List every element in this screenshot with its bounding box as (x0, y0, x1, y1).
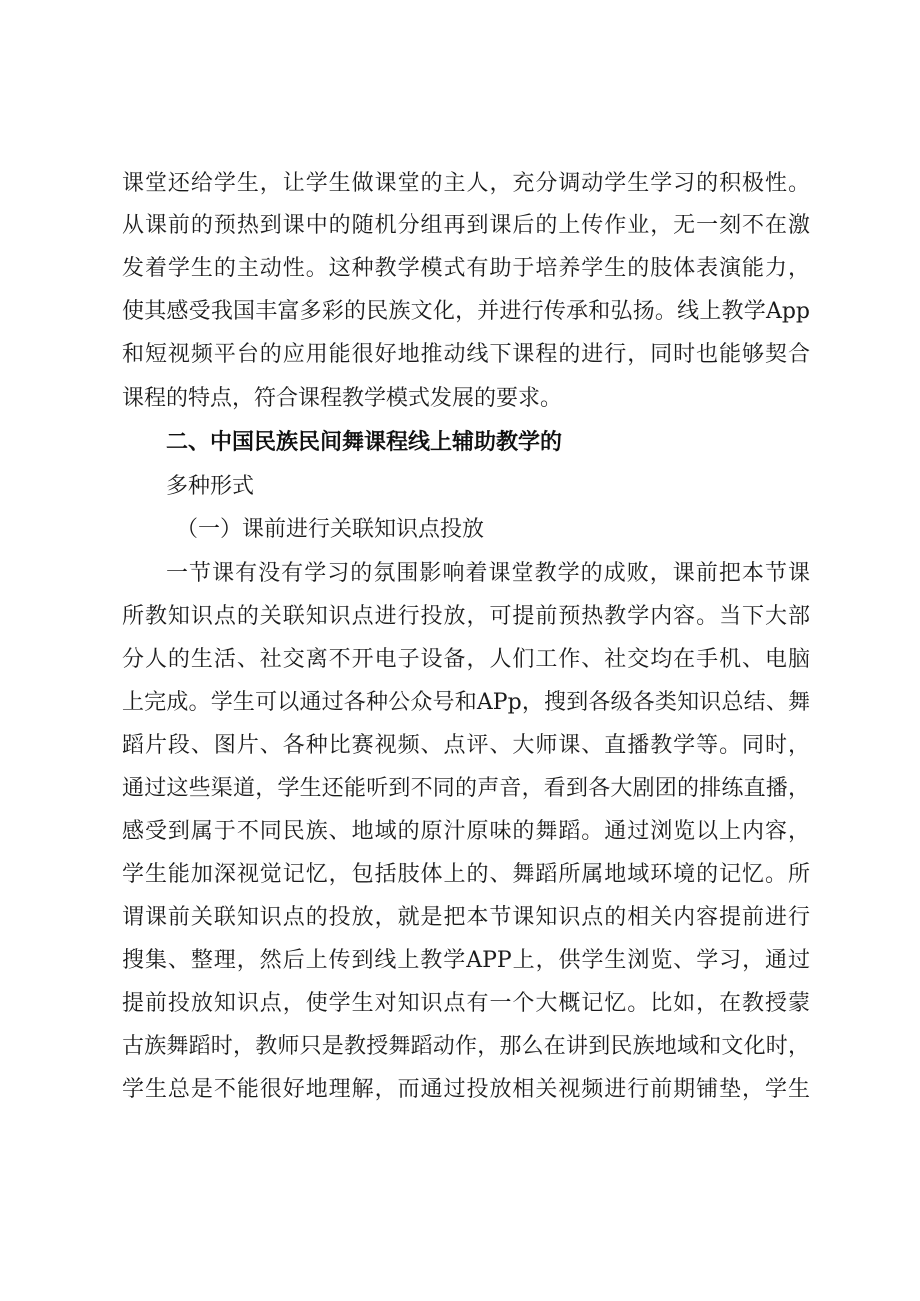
paragraph-1-line-1: 课堂还给学生，让学生做课堂的主人，充分调动学生学习的积极性。 (122, 171, 810, 196)
paragraph-2-line-2: 所教知识点的关联知识点进行投放，可提前预热教学内容。当下大部 (122, 604, 810, 629)
paragraph-2-line-12: 古族舞蹈时，教师只是教授舞蹈动作，那么在讲到民族地域和文化时， (122, 1034, 810, 1059)
paragraph-2-line-13: 学生总是不能很好地理解，而通过投放相关视频进行前期铺垫，学生 (122, 1077, 810, 1102)
paragraph-1-line-4: 使其感受我国丰富多彩的民族文化，并进行传承和弘扬。线上教学App (122, 299, 810, 324)
paragraph-2-line-9: 谓课前关联知识点的投放，就是把本节课知识点的相关内容提前进行 (122, 905, 810, 930)
section-heading: 二、中国民族民间舞课程线上辅助教学的 (166, 430, 563, 455)
paragraph-2-line-6: 通过这些渠道，学生还能听到不同的声音，看到各大剧团的排练直播， (122, 776, 810, 801)
paragraph-2-line-5: 蹈片段、图片、各种比赛视频、点评、大师课、直播教学等。同时， (122, 733, 810, 758)
paragraph-1-line-6: 课程的特点，符合课程教学模式发展的要求。 (122, 386, 563, 411)
paragraph-2-line-10: 搜集、整理，然后上传到线上教学APP上，供学生浏览、学习，通过 (122, 948, 810, 973)
paragraph-2-line-11: 提前投放知识点，使学生对知识点有一个大概记忆。比如，在教授蒙 (122, 991, 810, 1016)
paragraph-2-line-7: 感受到属于不同民族、地域的原汁原味的舞蹈。通过浏览以上内容， (122, 819, 810, 844)
paragraph-1-line-3: 发着学生的主动性。这种教学模式有助于培养学生的肢体表演能力， (122, 256, 810, 281)
subsection-heading: （一）课前进行关联知识点投放 (176, 517, 485, 542)
paragraph-2-line-1: 一节课有没有学习的氛围影响着课堂教学的成败，课前把本节课 (166, 561, 810, 586)
paragraph-2-line-8: 学生能加深视觉记忆，包括肢体上的、舞蹈所属地域环境的记忆。所 (122, 862, 810, 887)
paragraph-1-line-2: 从课前的预热到课中的随机分组再到课后的上传作业，无一刻不在激 (122, 213, 810, 238)
paragraph-2-line-4: 上完成。学生可以通过各种公众号和APp，搜到各级各类知识总结、舞 (122, 690, 810, 715)
section-heading-continuation: 多种形式 (166, 474, 255, 499)
paragraph-2-line-3: 分人的生活、社交离不开电子设备，人们工作、社交均在手机、电脑 (122, 647, 810, 672)
paragraph-1-line-5: 和短视频平台的应用能很好地推动线下课程的进行，同时也能够契合 (122, 342, 810, 367)
